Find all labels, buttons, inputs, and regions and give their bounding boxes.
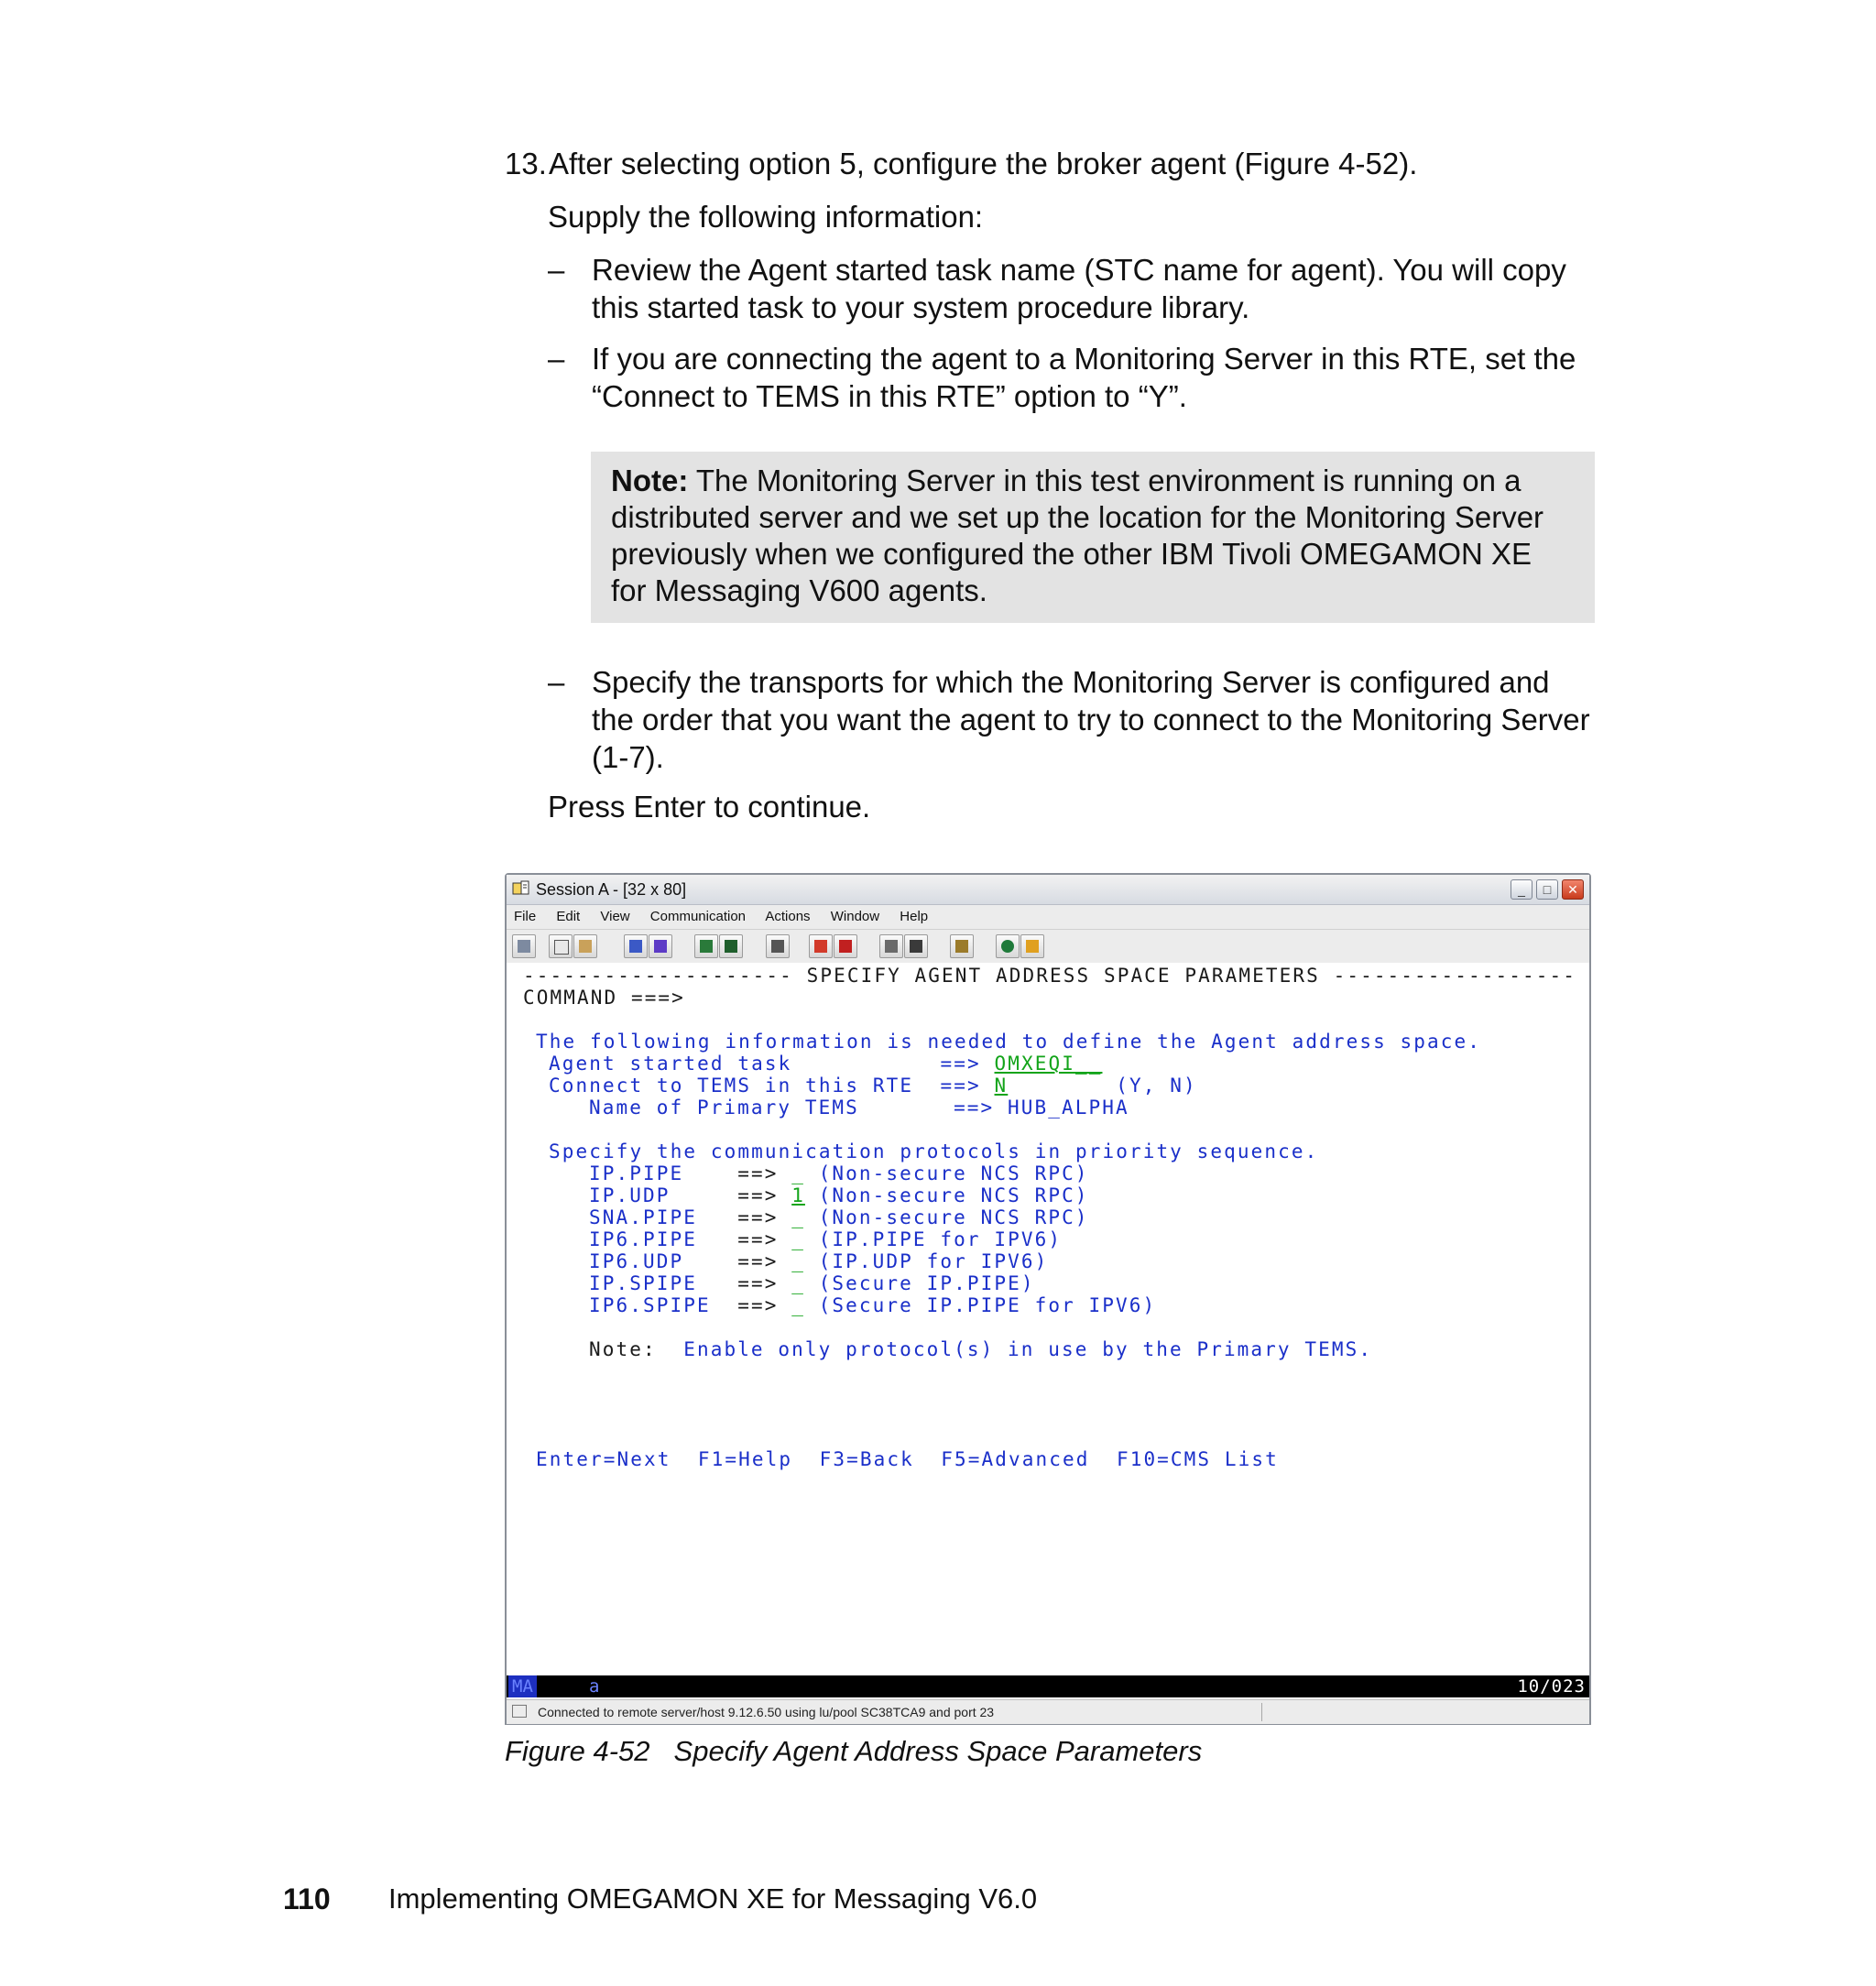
window-title: Session A - [32 x 80]	[536, 880, 687, 899]
macro-button[interactable]	[766, 934, 790, 958]
protocol-row	[589, 1294, 1156, 1316]
paste-button[interactable]	[573, 934, 597, 958]
title-bar[interactable]	[507, 875, 1589, 905]
connect-tems-label: Connect to TEMS in this RTE ==>	[549, 1075, 995, 1097]
protocol-arrow: ==>	[737, 1272, 792, 1294]
minimize-button[interactable]	[1511, 879, 1532, 900]
bullet-line: (1-7).	[592, 740, 664, 774]
bullet-connect-tems	[592, 340, 1599, 415]
protocol-row	[589, 1228, 1062, 1250]
primary-tems-label: Name of Primary TEMS ==>	[589, 1097, 1009, 1118]
copy-icon	[554, 940, 569, 955]
figure-caption	[505, 1735, 1226, 1768]
protocols-intro: Specify the communication protocols in priority sequence.	[549, 1140, 1319, 1162]
note-line: distributed server and we set up the location for the Monitoring Server	[611, 500, 1544, 534]
copy-button[interactable]	[549, 934, 573, 958]
menu-edit[interactable]: Edit	[556, 909, 581, 924]
menu-actions[interactable]: Actions	[765, 909, 811, 924]
display-icon	[700, 940, 713, 953]
protocol-row	[589, 1250, 1048, 1272]
bullet-line: If you are connecting the agent to a Monitoring Server in this RTE, set the	[592, 342, 1576, 376]
protocol-desc: (Non-secure NCS RPC)	[818, 1162, 1089, 1184]
protocol-order-field[interactable]: _	[791, 1228, 805, 1250]
record-macro-icon	[814, 940, 827, 953]
protocol-name: IP6.PIPE	[589, 1228, 711, 1250]
bullet-line: Specify the transports for which the Monitoring Server is configured and	[592, 665, 1550, 699]
protocol-name: SNA.PIPE	[589, 1206, 711, 1228]
clipboard-icon	[955, 940, 968, 953]
paste-icon	[579, 940, 592, 953]
protocol-arrow: ==>	[737, 1228, 792, 1250]
menu-view[interactable]: View	[600, 909, 630, 924]
step-number: 13.	[505, 147, 547, 180]
maximize-icon: □	[1543, 882, 1552, 897]
info-intro: The following information is needed to define the Agent address space.	[536, 1031, 1482, 1053]
edit-button[interactable]	[1020, 934, 1044, 958]
protocol-name: IP6.UDP	[589, 1250, 711, 1272]
agent-task-label: Agent started task ==>	[549, 1053, 995, 1075]
agent-task-row	[549, 1053, 1102, 1075]
receive-file-icon	[654, 940, 667, 953]
print-icon	[518, 940, 530, 953]
figure-title: Specify Agent Address Space Parameters	[673, 1735, 1203, 1767]
minimize-icon: _	[1518, 882, 1525, 897]
terminal-screen[interactable]	[507, 963, 1589, 1639]
keyboard-icon	[910, 940, 922, 953]
protocol-note-label: Note:	[589, 1338, 657, 1360]
step-text: After selecting option 5, configure the broker agent (Figure 4-52).	[549, 147, 1418, 180]
globe-icon	[1001, 940, 1014, 953]
note-line: for Messaging V600 agents.	[611, 573, 987, 607]
note-label: Note:	[611, 464, 689, 497]
bullet-line: “Connect to TEMS in this RTE” option to “Y”.	[592, 379, 1187, 413]
protocol-desc: (IP.PIPE for IPV6)	[818, 1228, 1063, 1250]
bullet-line: the order that you want the agent to try to connect to the Monitoring Server	[592, 703, 1590, 737]
protocol-row	[589, 1162, 1089, 1184]
send-file-button[interactable]	[624, 934, 648, 958]
status-divider	[1261, 1703, 1262, 1721]
protocol-order-field[interactable]: _	[791, 1250, 805, 1272]
session-icon	[512, 880, 530, 897]
menu-help[interactable]: Help	[900, 909, 929, 924]
send-file-icon	[629, 940, 642, 953]
bullet-line: Review the Agent started task name (STC name for agent). You will copy	[592, 253, 1566, 287]
globe-button[interactable]	[996, 934, 1020, 958]
primary-tems-value[interactable]: HUB_ALPHA	[1008, 1097, 1129, 1118]
bullet-dash: –	[548, 342, 565, 376]
protocol-order-field[interactable]: _	[791, 1294, 805, 1316]
protocol-arrow: ==>	[737, 1184, 792, 1206]
cursor-position: 10/023	[1517, 1676, 1586, 1697]
protocol-desc: (Secure IP.PIPE)	[818, 1272, 1035, 1294]
bullet-dash: –	[548, 665, 565, 699]
bullet-transports	[592, 663, 1599, 776]
command-prompt[interactable]: COMMAND ===>	[523, 987, 685, 1009]
camera-icon	[771, 940, 784, 953]
close-icon: ✕	[1567, 882, 1578, 897]
color-button[interactable]	[719, 934, 743, 958]
stop-macro-icon	[839, 940, 852, 953]
protocol-arrow: ==>	[737, 1294, 792, 1316]
stop-macro-button[interactable]	[834, 934, 857, 958]
protocol-desc: (Secure IP.PIPE for IPV6)	[818, 1294, 1157, 1316]
maximize-button[interactable]	[1536, 879, 1558, 900]
menu-window[interactable]: Window	[830, 909, 880, 924]
display-button[interactable]	[694, 934, 718, 958]
primary-tems-row	[589, 1097, 1129, 1118]
connect-tems-hint: (Y, N)	[1116, 1075, 1197, 1097]
figure-label: Figure 4-52	[505, 1735, 650, 1767]
status-bar	[507, 1699, 1589, 1724]
protocol-name: IP.PIPE	[589, 1162, 711, 1184]
menu-bar	[507, 905, 1589, 930]
bullet-review-stc	[592, 251, 1599, 326]
toolbar	[507, 930, 1589, 964]
book-title: Implementing OMEGAMON XE for Messaging V6.0	[388, 1882, 1038, 1915]
protocol-row	[589, 1206, 1089, 1228]
step-13	[505, 145, 1604, 182]
protocol-name: IP6.SPIPE	[589, 1294, 711, 1316]
function-keys: Enter=Next F1=Help F3=Back F5=Advanced F10=CMS List	[536, 1448, 1279, 1470]
close-button[interactable]	[1562, 879, 1584, 900]
protocol-desc: (Non-secure NCS RPC)	[818, 1206, 1089, 1228]
pencil-icon	[1026, 940, 1039, 953]
supply-intro: Supply the following information:	[548, 200, 984, 234]
print-screen-button[interactable]	[512, 934, 536, 958]
protocol-arrow: ==>	[737, 1162, 792, 1184]
note-line: previously when we configured the other IBM Tivoli OMEGAMON XE	[611, 537, 1532, 571]
oia-mode: MA	[508, 1675, 537, 1697]
protocol-desc: (Non-secure NCS RPC)	[818, 1184, 1089, 1206]
menu-communication[interactable]: Communication	[649, 909, 747, 924]
receive-file-button[interactable]	[649, 934, 672, 958]
protocol-name: IP.SPIPE	[589, 1272, 711, 1294]
page-number: 110	[283, 1882, 331, 1915]
connect-tems-row	[549, 1075, 1197, 1097]
protocol-row	[589, 1184, 1089, 1206]
protocol-order-field[interactable]: 1	[791, 1184, 805, 1206]
agent-task-field[interactable]: OMXEQI__	[994, 1053, 1103, 1075]
protocol-note	[589, 1338, 1372, 1360]
oia-indicator: a	[589, 1676, 600, 1697]
protocol-note-text: Enable only protocol(s) in use by the Primary TEMS.	[683, 1338, 1373, 1360]
protocol-arrow: ==>	[737, 1250, 792, 1272]
play-macro-icon	[885, 940, 898, 953]
protocol-desc: (IP.UDP for IPV6)	[818, 1250, 1049, 1272]
bullet-line: this started task to your system procedure library.	[592, 290, 1250, 324]
operator-info-area	[507, 1675, 1589, 1697]
connection-icon	[512, 1705, 527, 1718]
protocol-arrow: ==>	[737, 1206, 792, 1228]
protocol-order-field[interactable]: _	[791, 1162, 805, 1184]
menu-file[interactable]: File	[514, 909, 537, 924]
note-line: The Monitoring Server in this test environment is running on a	[688, 464, 1522, 497]
display-color-icon	[725, 940, 737, 953]
connect-tems-field[interactable]: N	[994, 1075, 1009, 1097]
clipboard-button[interactable]	[950, 934, 974, 958]
keyboard-map-button[interactable]	[904, 934, 928, 958]
emulator-window	[505, 873, 1591, 1725]
protocol-order-field[interactable]: _	[791, 1206, 805, 1228]
protocol-order-field[interactable]: _	[791, 1272, 805, 1294]
press-enter-text: Press Enter to continue.	[548, 790, 871, 824]
bullet-dash: –	[548, 253, 565, 287]
record-macro-button[interactable]	[809, 934, 833, 958]
panel-header: -------------------- SPECIFY AGENT ADDRESS SPACE PARAMETERS ------------------	[523, 965, 1576, 987]
note-box	[591, 452, 1595, 623]
connection-status: Connected to remote server/host 9.12.6.50 using lu/pool SC38TCA9 and port 23	[538, 1705, 995, 1719]
play-macro-button[interactable]	[879, 934, 903, 958]
protocol-row	[589, 1272, 1035, 1294]
protocol-name: IP.UDP	[589, 1184, 711, 1206]
